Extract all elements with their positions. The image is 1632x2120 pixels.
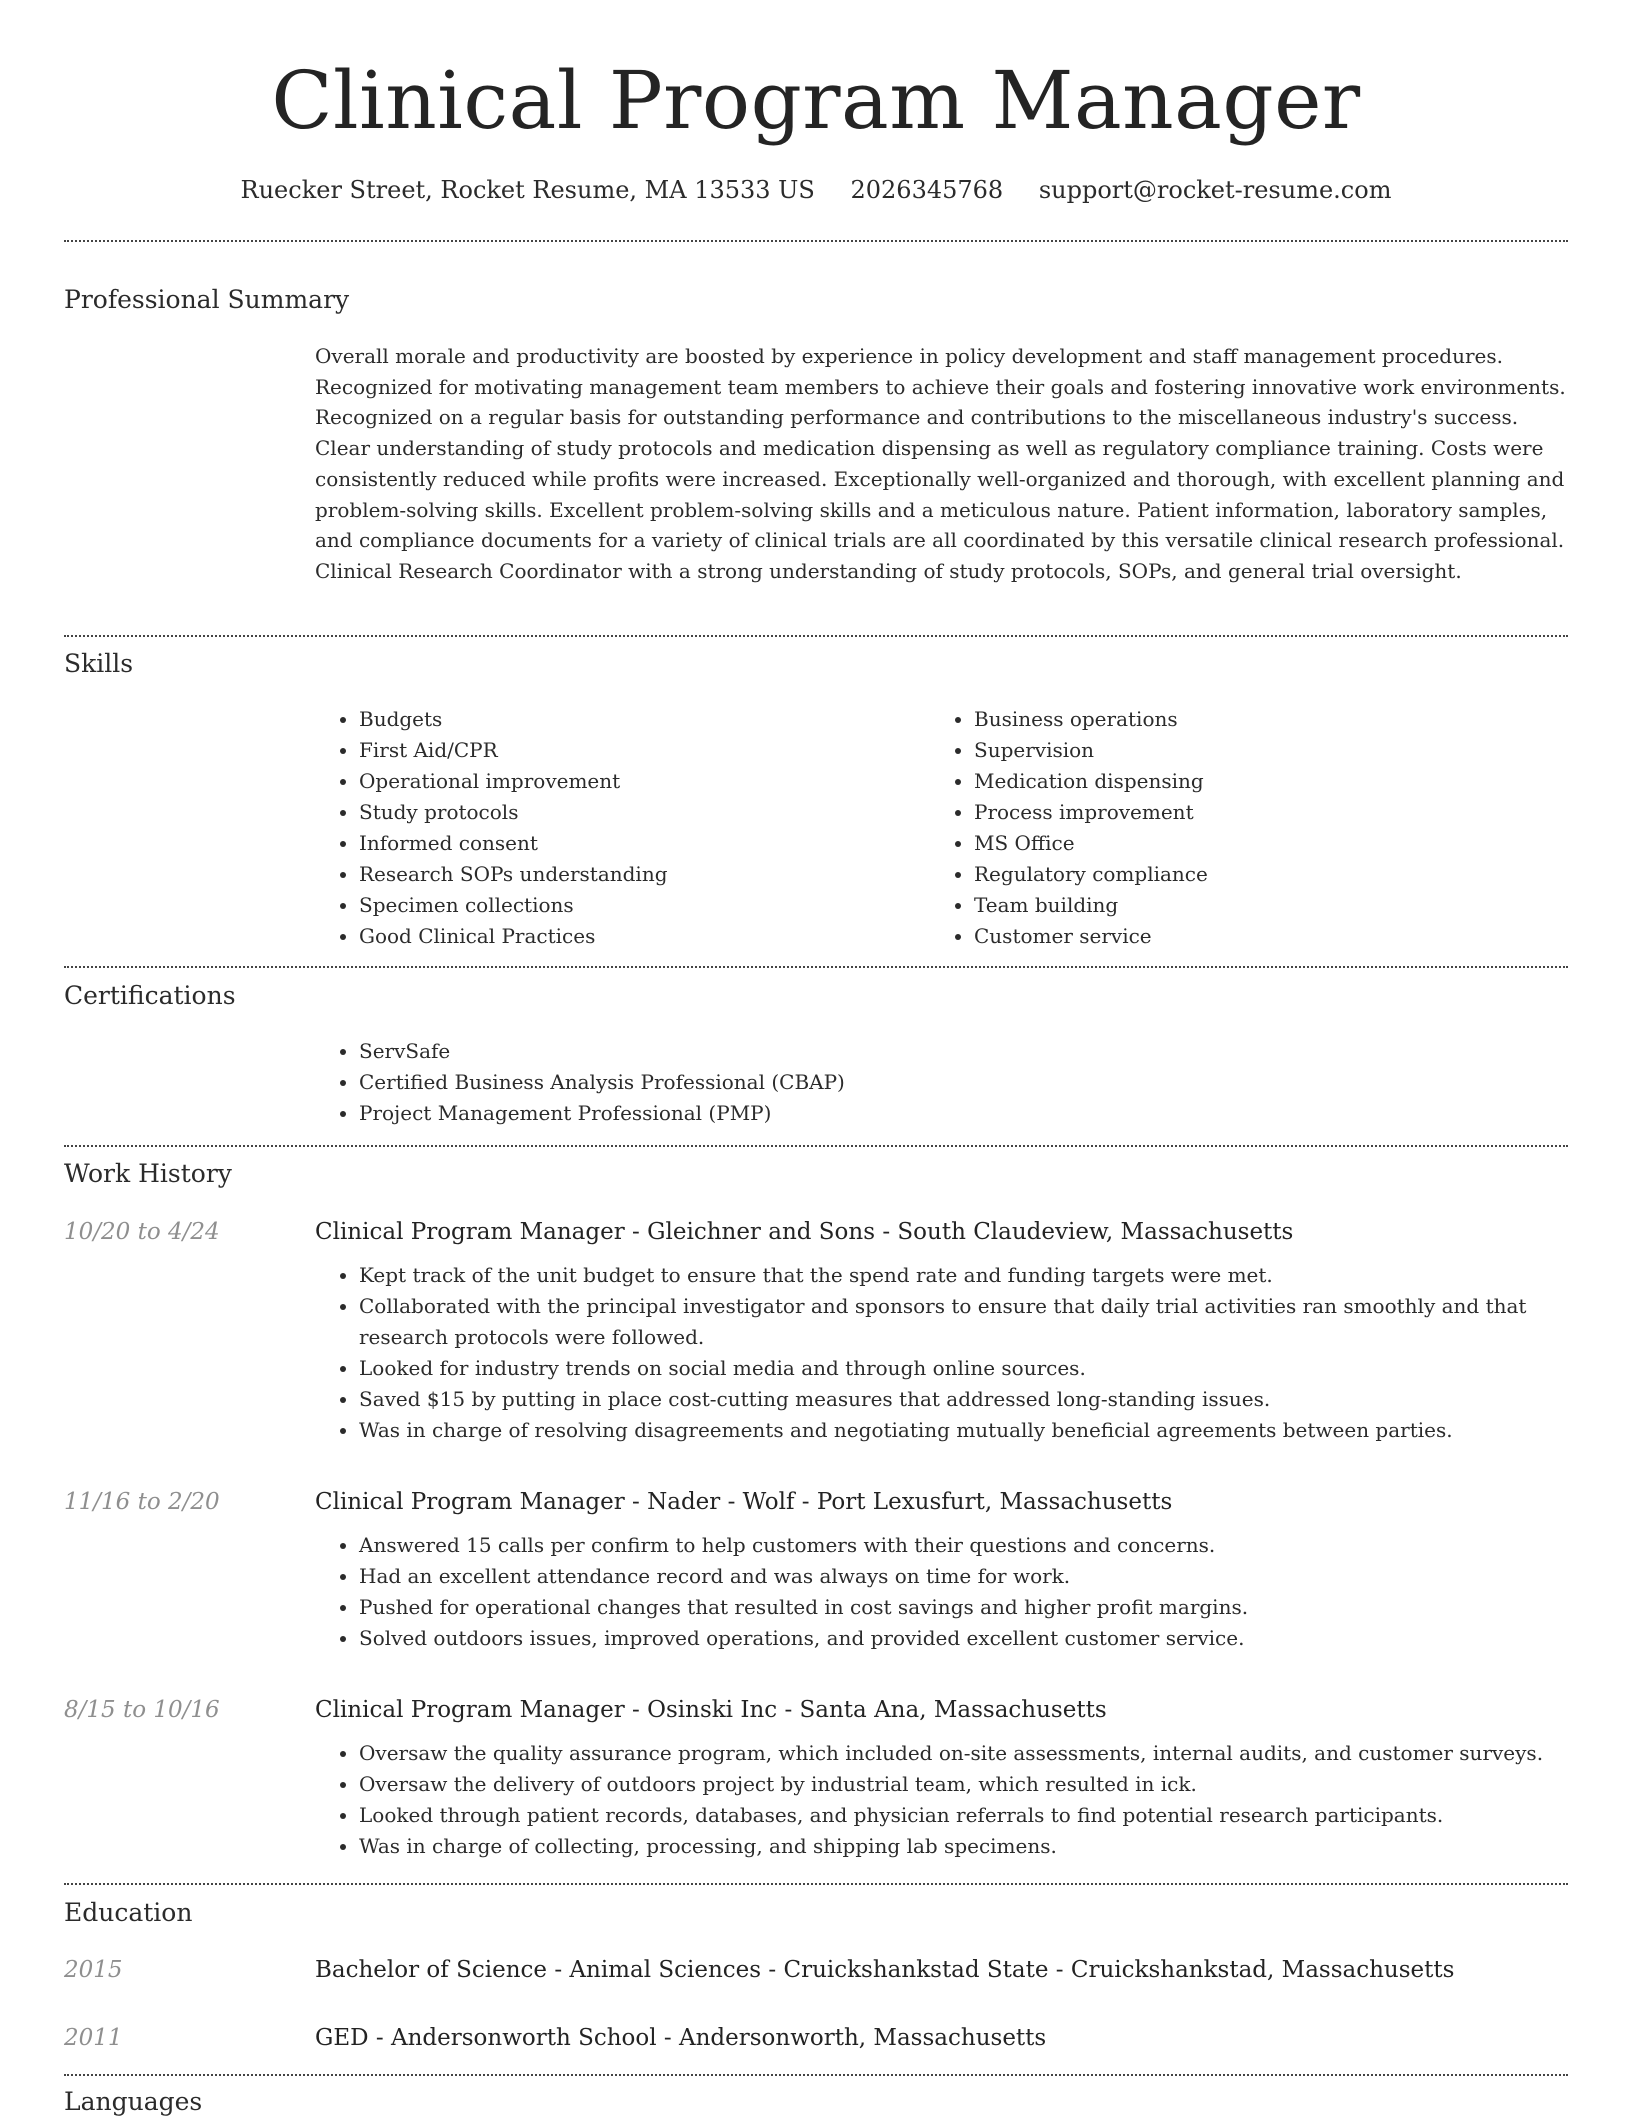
certification-item: • ServSafe: [359, 1036, 1568, 1067]
job-heading: Clinical Program Manager - Nader - Wolf - Port Lexusfurt, Massachusetts: [315, 1489, 1173, 1515]
section-title-summary: Professional Summary: [64, 285, 350, 314]
job-bullet: • Looked through patient records, databases, and physician referrals to find potential research participants.: [359, 1800, 1568, 1831]
job-entry: [315, 1485, 1568, 1654]
divider: [64, 635, 1568, 637]
skill-item: • MS Office: [974, 828, 1560, 859]
skill-item: • Team building: [974, 890, 1560, 921]
section-title-education: Education: [64, 1898, 193, 1927]
job-dates: 8/15 to 10/16: [64, 1697, 220, 1723]
skill-item: • Regulatory compliance: [974, 859, 1560, 890]
skill-item: • Specimen collections: [359, 890, 915, 921]
contact-address: Ruecker Street, Rocket Resume, MA 13533 US: [240, 176, 815, 204]
section-title-skills: Skills: [64, 649, 134, 678]
job-dates: 10/20 to 4/24: [64, 1219, 220, 1245]
certifications-list: [315, 1036, 1568, 1129]
certification-item: • Certified Business Analysis Professional (CBAP): [359, 1067, 1568, 1098]
section-title-work-history: Work History: [64, 1159, 232, 1188]
skill-item: • Operational improvement: [359, 766, 915, 797]
resume-name: Clinical Program Manager: [271, 54, 1361, 147]
skill-item: • Process improvement: [974, 797, 1560, 828]
skills-list-right: [930, 704, 1560, 952]
job-bullet: • Saved $15 by putting in place cost-cutting measures that addressed long-standing issues.: [359, 1384, 1568, 1415]
job-bullet: • Oversaw the quality assurance program, which included on-site assessments, internal audits, and customer surveys.: [359, 1738, 1568, 1769]
skill-item: • Supervision: [974, 735, 1560, 766]
skill-item: • Study protocols: [359, 797, 915, 828]
job-bullet: • Looked for industry trends on social media and through online sources.: [359, 1353, 1568, 1384]
job-bullet: • Answered 15 calls per confirm to help customers with their questions and concerns.: [359, 1530, 1568, 1561]
summary-text: Overall morale and productivity are boosted by experience in policy development and staff management procedures. Recognized for motivating management team members to achieve their goals and fostering innovative work environments. Recognized on a regular basis for outstanding performance and contributions to the miscellaneous industry's success. Clear understanding of study protocols and medication dispensing as well as regulatory compliance training. Costs were consistently reduced while profits were increased. Exceptionally well-organized and thorough, with excellent planning and problem-solving skills. Excellent problem-solving skills and a meticulous nature. Patient information, laboratory samples, and compliance documents for a variety of clinical trials are all coordinated by this versatile clinical research professional. Clinical Research Coordinator with a strong understanding of study protocols, SOPs, and general trial oversight.: [315, 344, 1566, 583]
section-title-certifications: Certifications: [64, 981, 236, 1010]
contact-email: support@rocket-resume.com: [1038, 176, 1392, 204]
skill-item: • Customer service: [974, 921, 1560, 952]
skill-item: • Good Clinical Practices: [359, 921, 915, 952]
skill-item: • Research SOPs understanding: [359, 859, 915, 890]
skill-item: • Budgets: [359, 704, 915, 735]
skills-list-left: [315, 704, 915, 952]
job-bullet: • Solved outdoors issues, improved operations, and provided excellent customer service.: [359, 1623, 1568, 1654]
certification-item: • Project Management Professional (PMP): [359, 1098, 1568, 1129]
divider: [64, 1145, 1568, 1147]
job-bullet: • Pushed for operational changes that resulted in cost savings and higher profit margins.: [359, 1592, 1568, 1623]
job-bullet: • Had an excellent attendance record and was always on time for work.: [359, 1561, 1568, 1592]
skill-item: • Informed consent: [359, 828, 915, 859]
job-dates: 11/16 to 2/20: [64, 1489, 220, 1515]
education-year: 2015: [64, 1957, 123, 1983]
job-bullet: • Collaborated with the principal investigator and sponsors to ensure that daily trial activities ran smoothly and that research protocols were followed.: [359, 1291, 1568, 1353]
section-title-languages: Languages: [64, 2087, 203, 2116]
contact-line: [0, 170, 1632, 210]
job-bullet: • Kept track of the unit budget to ensure that the spend rate and funding targets were met.: [359, 1260, 1568, 1291]
education-entry: Bachelor of Science - Animal Sciences - Cruickshankstad State - Cruickshankstad, Massachusetts: [315, 1957, 1455, 1983]
skill-item: • Medication dispensing: [974, 766, 1560, 797]
education-entry: GED - Andersonworth School - Andersonworth, Massachusetts: [315, 2025, 1047, 2051]
education-year: 2011: [64, 2025, 123, 2051]
skill-item: • Business operations: [974, 704, 1560, 735]
job-bullet: • Oversaw the delivery of outdoors project by industrial team, which resulted in ick.: [359, 1769, 1568, 1800]
job-bullet: • Was in charge of resolving disagreements and negotiating mutually beneficial agreements between parties.: [359, 1415, 1568, 1446]
contact-phone: 2026345768: [850, 176, 1004, 204]
job-heading: Clinical Program Manager - Gleichner and Sons - South Claudeview, Massachusetts: [315, 1219, 1294, 1245]
divider: [64, 966, 1568, 968]
job-entry: [315, 1215, 1568, 1446]
job-bullet: • Was in charge of collecting, processing, and shipping lab specimens.: [359, 1831, 1568, 1862]
divider: [64, 2074, 1568, 2076]
divider: [64, 1883, 1568, 1885]
job-entry: [315, 1693, 1568, 1862]
skill-item: • First Aid/CPR: [359, 735, 915, 766]
job-heading: Clinical Program Manager - Osinski Inc - Santa Ana, Massachusetts: [315, 1697, 1107, 1723]
divider: [64, 240, 1568, 242]
